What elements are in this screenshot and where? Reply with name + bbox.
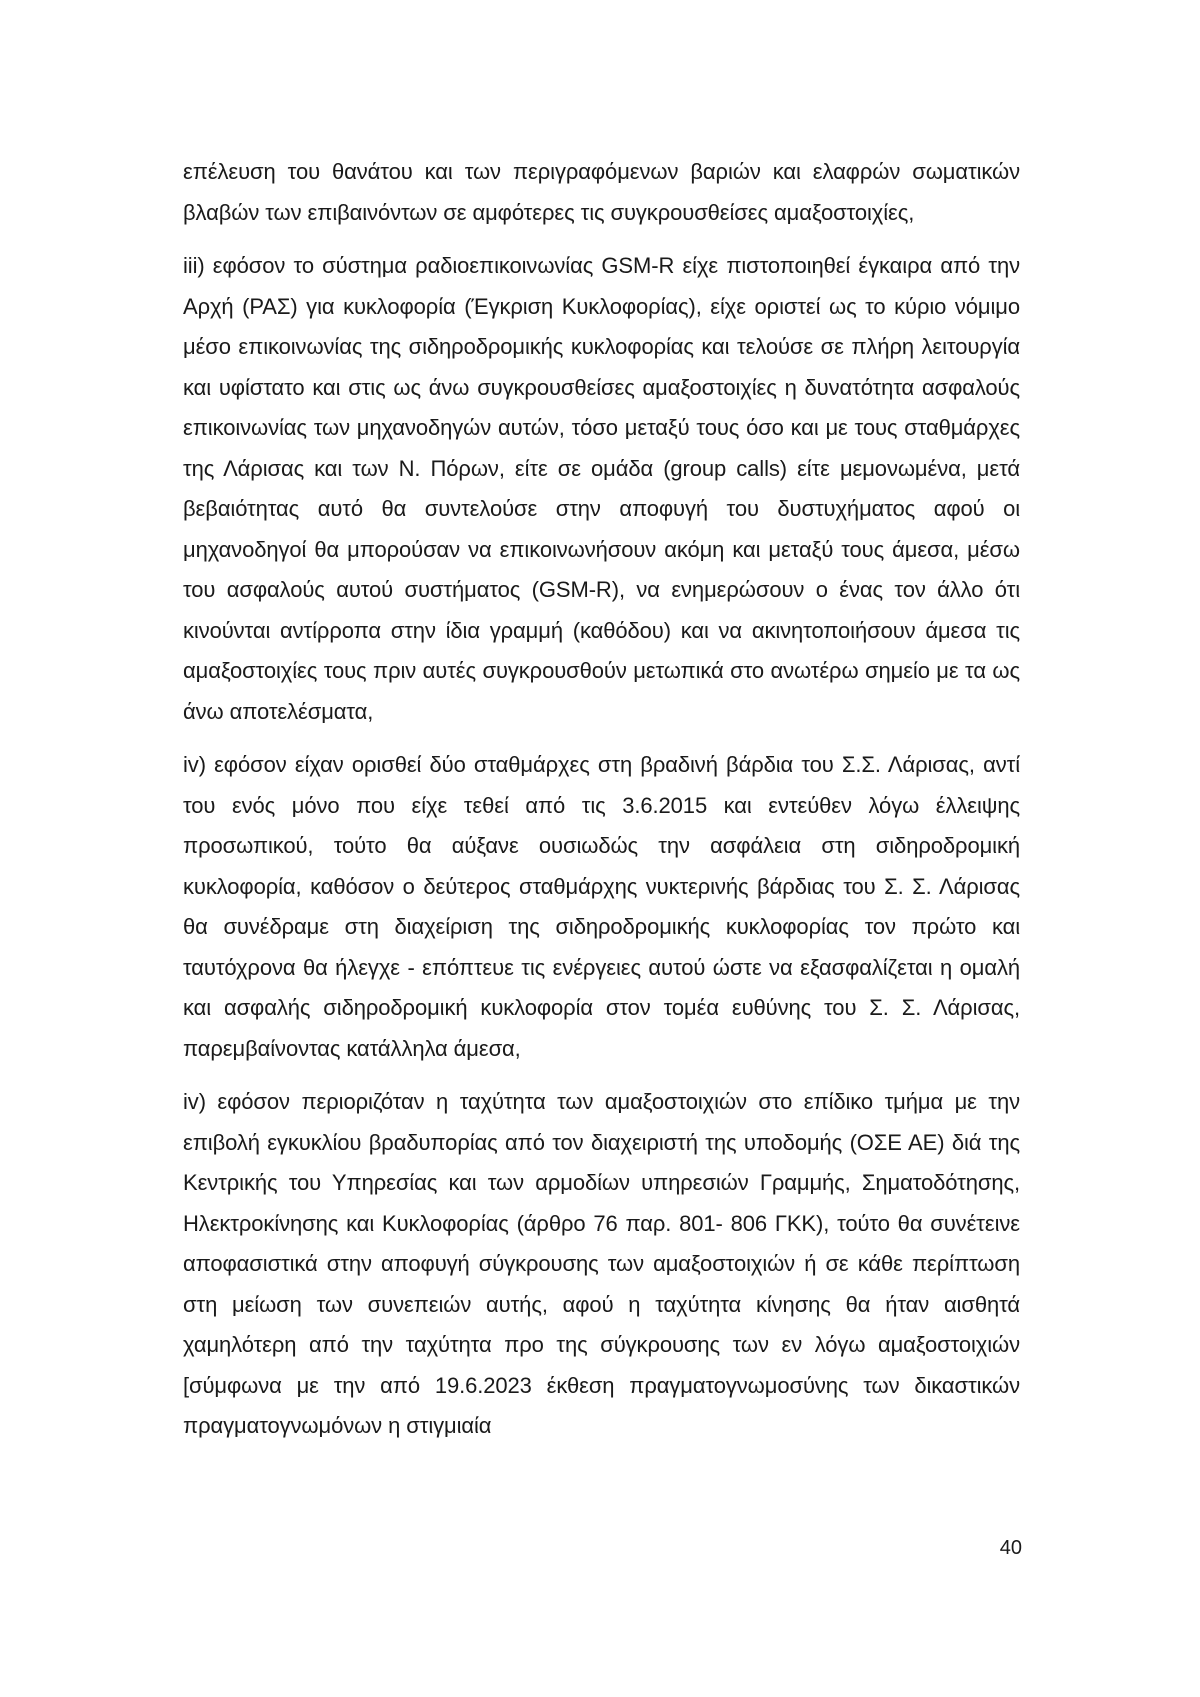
page-number: 40 [999,1537,1022,1559]
paragraph-item-iii: iii) εφόσον το σύστημα ραδιοεπικοινωνίας GSM-R είχε πιστοποιηθεί έγκαιρα από την Αρχή (ΡΑΣ) για κυκλοφορία (Έγκριση Κυκλοφορίας), είχε οριστεί ως το κύριο νόμιμο μέσο επικοινωνίας της σιδηροδρομικής κυκλοφορίας και τελούσε σε πλήρη λειτουργία και υφίστατο και στις ως άνω συγκρουσθείσες αμαξοστοιχίες η δυνατότητα ασφαλούς επικοινωνίας των μηχανοδηγών αυτών, τόσο μεταξύ τους όσο και με τους σταθμάρχες της Λάρισας και των Ν. Πόρων, είτε σε ομάδα (group calls) είτε μεμονωμένα, μετά βεβαιότητας αυτό θα συντελούσε στην αποφυγή του δυστυχήματος αφού οι μηχανοδηγοί θα μπορούσαν να επικοινωνήσουν ακόμη και μεταξύ τους άμεσα, μέσω του ασφαλούς αυτού συστήματος (GSM-R), να ενημερώσουν ο ένας τον άλλο ότι κινούνται αντίρροπα στην ίδια γραμμή (καθόδου) και να ακινητοποιήσουν άμεσα τις αμαξοστοιχίες τους πριν αυτές συγκρουσθούν μετωπικά στο ανωτέρω σημείο με τα ως άνω αποτελέσματα, [183,253,1020,724]
body-text [183,152,1020,1460]
paragraph-item-iv-speed-restriction: iv) εφόσον περιοριζόταν η ταχύτητα των αμαξοστοιχιών στο επίδικο τμήμα με την επιβολή εγκυκλίου βραδυπορίας από τον διαχειριστή της υποδομής (ΟΣΕ ΑΕ) διά της Κεντρικής του Υπηρεσίας και των αρμοδίων υπηρεσιών Γραμμής, Σηματοδότησης, Ηλεκτροκίνησης και Κυκλοφορίας (άρθρο 76 παρ. 801- 806 ΓΚΚ), τούτο θα συνέτεινε αποφασιστικά στην αποφυγή σύγκρουσης των αμαξοστοιχιών ή σε κάθε περίπτωση στη μείωση των συνεπειών αυτής, αφού η ταχύτητα κίνησης θα ήταν αισθητά χαμηλότερη από την ταχύτητα προ της σύγκρουσης των εν λόγω αμαξοστοιχιών [σύμφωνα με την από 19.6.2023 έκθεση πραγματογνωμοσύνης των δικαστικών πραγματογνωμόνων η στιγμιαία [183,1089,1020,1438]
paragraph-continuation: επέλευση του θανάτου και των περιγραφόμενων βαριών και ελαφρών σωματικών βλαβών των επιβαινόντων σε αμφότερες τις συγκρουσθείσες αμαξοστοιχίες, [183,159,1020,225]
paragraph-item-iv-station-masters: iv) εφόσον είχαν ορισθεί δύο σταθμάρχες στη βραδινή βάρδια του Σ.Σ. Λάρισας, αντί του ενός μόνο που είχε τεθεί από τις 3.6.2015 και εντεύθεν λόγω έλλειψης προσωπικού, τούτο θα αύξανε ουσιωδώς την ασφάλεια στη σιδηροδρομική κυκλοφορία, καθόσον ο δεύτερος σταθμάρχης νυκτερινής βάρδιας του Σ. Σ. Λάρισας θα συνέδραμε στη διαχείριση της σιδηροδρομικής κυκλοφορίας τον πρώτο και ταυτόχρονα θα ήλεγχε - επόπτευε τις ενέργειες αυτού ώστε να εξασφαλίζεται η ομαλή και ασφαλής σιδηροδρομική κυκλοφορία στον τομέα ευθύνης του Σ. Σ. Λάρισας, παρεμβαίνοντας κατάλληλα άμεσα, [183,752,1020,1061]
